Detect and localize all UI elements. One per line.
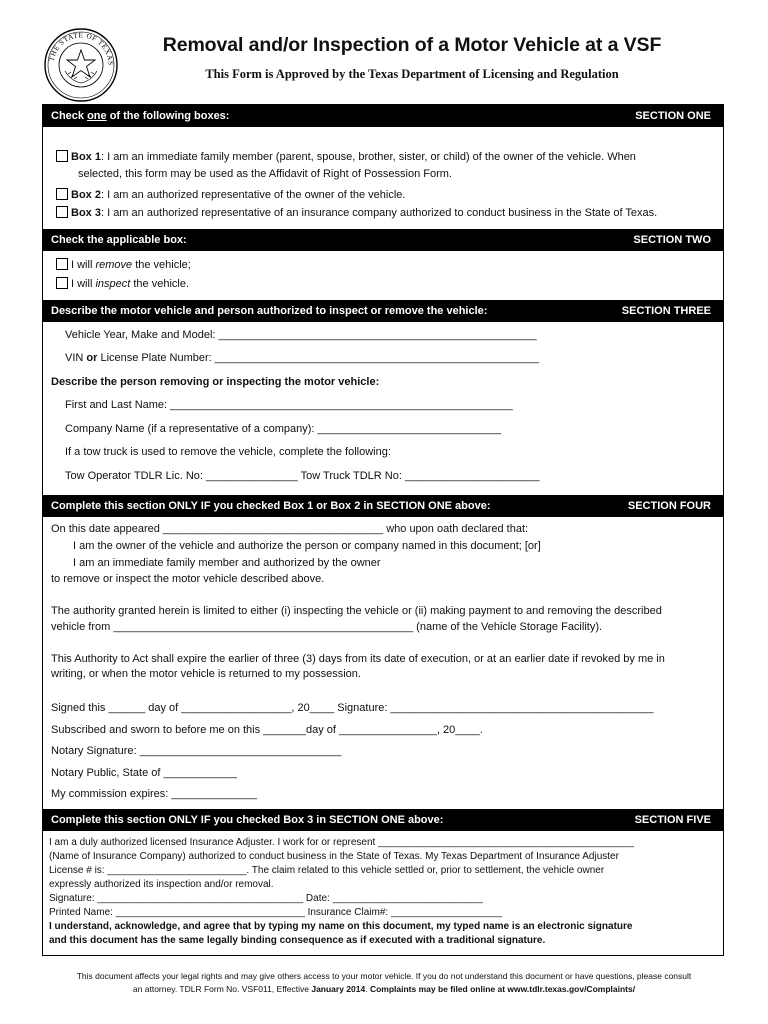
section-one-header [43, 105, 723, 127]
expire-text-2: writing, or when the motor vehicle is returned to my possession. [51, 668, 361, 680]
section-four-header [43, 495, 723, 517]
box3-row: Box 3: I am an authorized representative of an insurance company authorized to conduct business in the State of Texas. [56, 206, 657, 220]
section-one-instruction: Check one of the following boxes: [51, 110, 230, 122]
box2-checkbox[interactable] [56, 188, 68, 200]
box1-row: Box 1: I am an immediate family member (parent, spouse, brother, sister, or child) of the owner of the vehicle. When [56, 150, 636, 164]
authority-text-2[interactable]: vehicle from _________________________________________________ (name of the Vehicle Storage Facility). [51, 621, 603, 633]
adjuster-printed-name-field[interactable]: Printed Name: __________________________________ Insurance Claim#: ____________________ [49, 907, 503, 918]
section-two-header [43, 229, 723, 251]
section-three-header [43, 300, 723, 322]
section-three-instruction: Describe the motor vehicle and person authorized to inspect or remove the vehicle: [51, 305, 488, 317]
section-one-label: SECTION ONE [635, 110, 711, 122]
adjuster-line-1[interactable]: I am a duly authorized licensed Insurance Adjuster. I work for or represent ______________________________________________ [49, 837, 634, 848]
esign-statement-2: and this document has the same legally binding consequence as if executed with a traditional signature. [49, 935, 546, 946]
section-five-instruction: Complete this section ONLY IF you checked Box 3 in SECTION ONE above: [51, 814, 444, 826]
footer-form-info: an attorney. TDLR Form No. VSF011, Effective January 2014. Complaints may be filed online at www.tdlr.texas.gov/Complaints/ [132, 984, 636, 994]
box1-checkbox[interactable] [56, 150, 68, 162]
vehicle-field[interactable]: Vehicle Year, Make and Model: ____________________________________________________ [65, 329, 537, 341]
seal-ring-text: THE STATE OF TEXAS [47, 31, 115, 66]
footer-notice: This document affects your legal rights and may give others access to your motor vehicle. If you do not understand this document or have questions, please consult [76, 971, 692, 981]
adjuster-signature-field[interactable]: Signature: _____________________________________ Date: ___________________________ [49, 893, 483, 904]
section-two-label: SECTION TWO [633, 234, 711, 246]
remove-option: I will remove the vehicle; [56, 258, 191, 272]
section-two-instruction: Check the applicable box: [51, 234, 187, 246]
person-heading: Describe the person removing or inspecting the motor vehicle: [51, 376, 380, 388]
commission-field[interactable]: My commission expires: ______________ [51, 788, 258, 800]
footer-complaints-link[interactable]: Complaints may be filed online at www.tdlr.texas.gov/Complaints/ [369, 984, 636, 994]
adjuster-line-3[interactable]: License # is: _________________________. The claim related to this vehicle settled or, prior to settlement, the vehicle owner [49, 865, 605, 876]
form-subtitle: This Form is Approved by the Texas Department of Licensing and Regulation [205, 67, 619, 81]
box1-text-cont: selected, this form may be used as the Affidavit of Right of Possession Form. [78, 168, 452, 180]
adjuster-line-2: (Name of Insurance Company) authorized to conduct business in the State of Texas. My Texas Department of Insurance Adjuster [49, 851, 619, 862]
signed-field[interactable]: Signed this ______ day of __________________, 20____ Signature: ___________________________________________ [51, 702, 654, 714]
owner-declaration: I am the owner of the vehicle and authorize the person or company named in this document; [or] [73, 540, 541, 552]
form-body [42, 104, 724, 956]
appeared-field[interactable]: On this date appeared ____________________________________ who upon oath declared that: [51, 523, 529, 535]
inspect-checkbox[interactable] [56, 277, 68, 289]
footer-effective-date: January 2014 [311, 984, 366, 994]
sworn-field[interactable]: Subscribed and sworn to before me on this _______day of ________________, 20____. [51, 724, 483, 736]
notary-signature-field[interactable]: Notary Signature: _________________________________ [51, 745, 342, 757]
adjuster-line-4: expressly authorized its inspection and/or removal. [49, 879, 274, 890]
vin-field[interactable]: VIN or License Plate Number: _____________________________________________________ [65, 352, 540, 364]
section-five-header [43, 809, 723, 831]
section-four-label: SECTION FOUR [627, 500, 711, 512]
box3-checkbox[interactable] [56, 206, 68, 218]
box2-row: Box 2: I am an authorized representative of the owner of the vehicle. [56, 188, 405, 202]
section-four-instruction: Complete this section ONLY IF you checked Box 1 or Box 2 in SECTION ONE above: [51, 500, 491, 512]
tow-note: If a tow truck is used to remove the vehicle, complete the following: [65, 446, 391, 458]
tow-license-fields[interactable]: Tow Operator TDLR Lic. No: _______________ Tow Truck TDLR No: ______________________ [65, 470, 540, 482]
esign-statement-1: I understand, acknowledge, and agree that by typing my name on this document, my typed name is an electronic signature [49, 921, 633, 932]
expire-text-1: This Authority to Act shall expire the earlier of three (3) days from its date of execution, or at an earlier date if revoked by me in [51, 653, 665, 665]
authority-text-1: The authority granted herein is limited to either (i) inspecting the vehicle or (ii) making payment to and removing the described [51, 605, 662, 617]
section-three-label: SECTION THREE [621, 305, 711, 317]
remove-checkbox[interactable] [56, 258, 68, 270]
family-declaration: I am an immediate family member and authorized by the owner [73, 557, 381, 569]
notary-state-field[interactable]: Notary Public, State of ____________ [51, 767, 237, 779]
section-five-label: SECTION FIVE [634, 814, 711, 826]
form-title: Removal and/or Inspection of a Motor Vehicle at a VSF [162, 34, 662, 56]
name-field[interactable]: First and Last Name: ________________________________________________________ [65, 399, 513, 411]
company-field[interactable]: Company Name (if a representative of a company): ______________________________ [65, 423, 502, 435]
inspect-option: I will inspect the vehicle. [56, 277, 189, 291]
remove-statement: to remove or inspect the motor vehicle described above. [51, 573, 325, 585]
